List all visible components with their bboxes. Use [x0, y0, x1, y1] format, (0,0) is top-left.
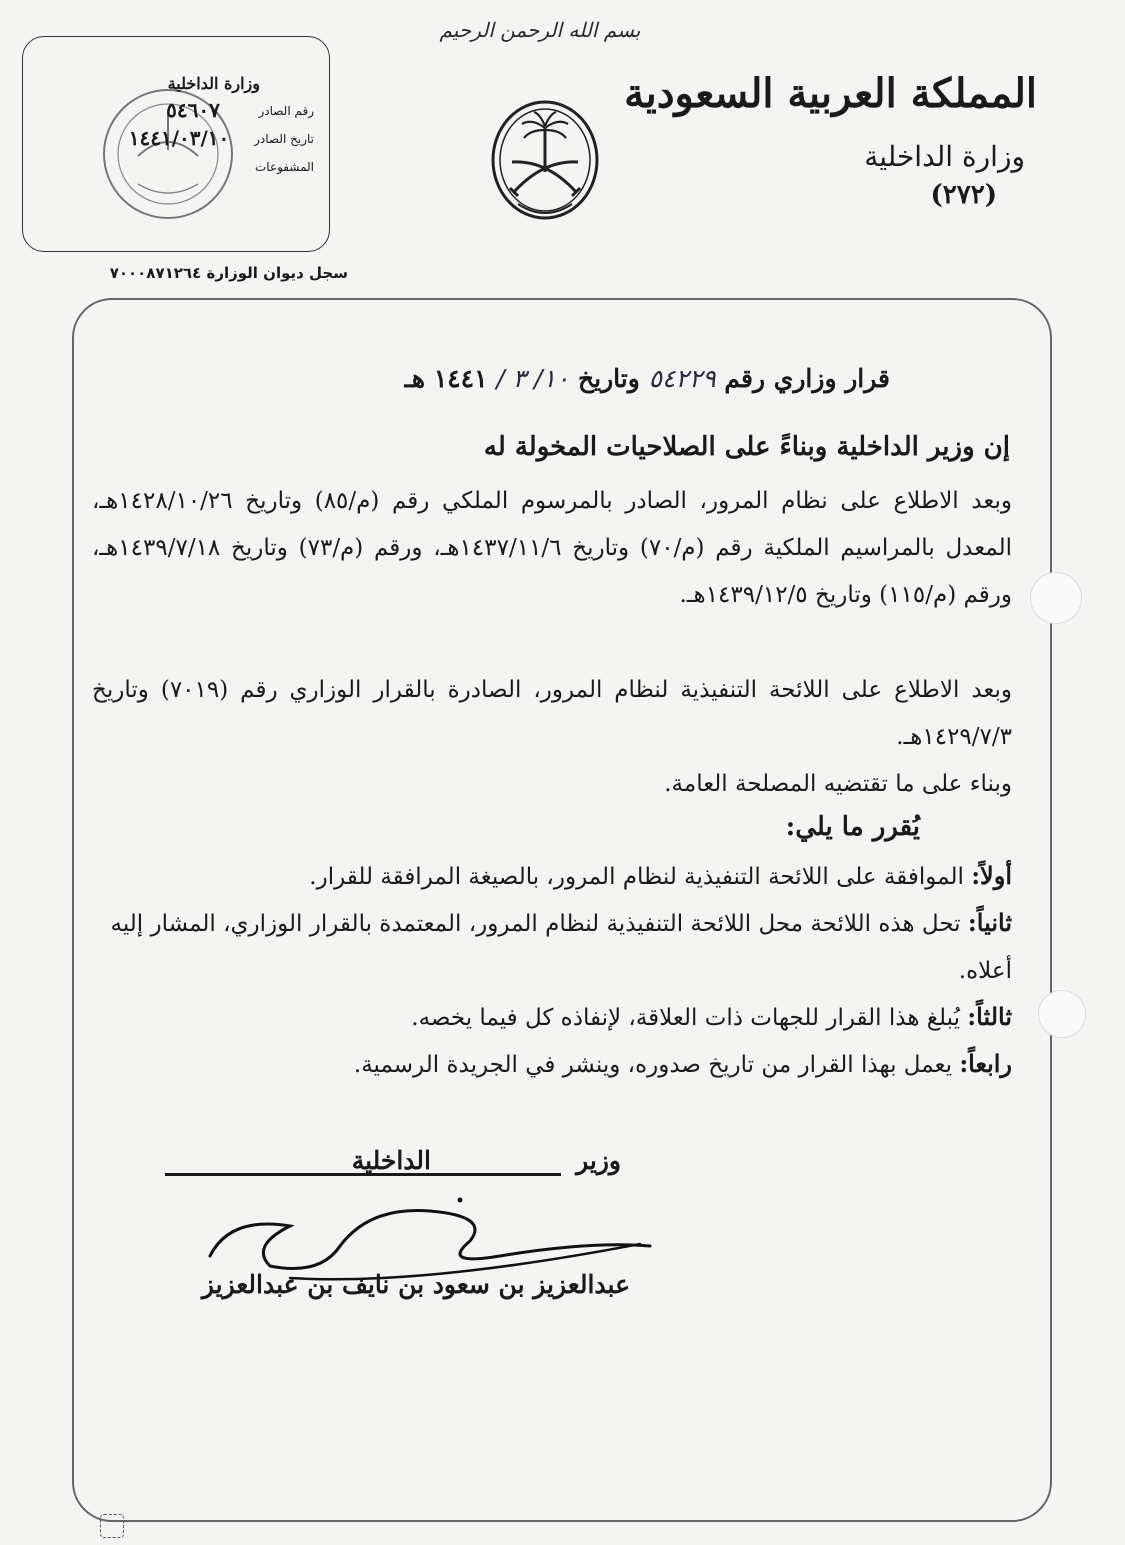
decision-line: [200, 364, 890, 393]
decision-prefix: قرار وزاري رقم: [724, 364, 890, 393]
ministry-title: وزارة الداخلية: [864, 140, 1025, 173]
decision-date-word: وتاريخ: [578, 364, 640, 393]
preamble: إن وزير الداخلية وبناءً على الصلاحيات المخولة له: [483, 432, 1010, 462]
decision-item-1: [92, 852, 1012, 901]
item-text: الموافقة على اللائحة التنفيذية لنظام المرور، بالصيغة المرافقة للقرار.: [309, 864, 964, 890]
kingdom-title: المملكة العربية السعودية: [624, 70, 1037, 117]
item-label: رابعاً:: [959, 1049, 1012, 1078]
basmala: بسم الله الرحمن الرحيم: [439, 18, 641, 42]
punch-hole: [1030, 572, 1082, 624]
stamp-attachments-label: المشفوعات: [254, 160, 314, 174]
item-text: يعمل بهذا القرار من تاريخ صدوره، وينشر في الجريدة الرسمية.: [353, 1052, 952, 1078]
decision-number: ٥٤٢٢٩: [648, 364, 716, 393]
decision-item-2: [92, 899, 1012, 995]
item-text: يُبلغ هذا القرار للجهات ذات العلاقة، لإنفاذه كل فيما يخصه.: [411, 1005, 960, 1031]
stamp-date-label: تاريخ الصادر: [254, 132, 314, 146]
paragraph-public-interest: وبناء على ما تقتضيه المصلحة العامة.: [664, 771, 1012, 797]
item-label: ثالثاً:: [967, 1002, 1012, 1031]
signatory-name: عبدالعزيز بن سعود بن نايف بن عبدالعزيز: [201, 1270, 630, 1299]
decision-item-4: [92, 1040, 1012, 1089]
signature-title: [135, 1146, 621, 1186]
punch-hole: [1038, 990, 1086, 1038]
stamp-number-label: رقم الصادر: [258, 104, 314, 118]
stamp-date-value: ١٤٤١/٠٣/١٠: [128, 126, 230, 150]
stamp-number-value: ٥٤٦٠٧: [166, 98, 220, 122]
decision-year: ١٤٤١ هـ: [404, 364, 488, 393]
signature-title-stretch: [165, 1173, 561, 1176]
paragraph-executive-regulation: وبعد الاطلاع على اللائحة التنفيذية لنظام المرور، الصادرة بالقرار الوزاري رقم (٧٠١٩) وتاريخ ١٤٢٩/٧/٣هـ.: [92, 677, 1012, 750]
decision-item-3: [92, 993, 1012, 1042]
letterhead-code: (٢٧٢): [930, 180, 997, 210]
stamp-ministry: وزارة الداخلية: [167, 74, 260, 93]
paragraph-traffic-law: وبعد الاطلاع على نظام المرور، الصادر بالمرسوم الملكي رقم (م/٨٥) وتاريخ ١٤٢٨/١٠/٢٦هـ، المعدل بالمراسيم الملكية رقم (م/٧٠) وتاريخ ١٤٣٧/١١/٦هـ، ورقم (م/٧٣) وتاريخ ١٤٣٩/٧/١٨هـ، ورقم (م/١١٥) وتاريخ ١٤٣٩/١٢/٥هـ.: [92, 488, 1013, 608]
signature-title-word-1: وزير: [576, 1146, 621, 1175]
saudi-emblem-icon: [488, 100, 602, 228]
signature-title-word-2: الداخلية: [351, 1146, 431, 1175]
item-label: أولاً:: [971, 861, 1012, 890]
decides-heading: يُقرر ما يلي:: [785, 812, 920, 842]
item-label: ثانياً:: [967, 908, 1012, 937]
registry-number: سجل ديوان الوزارة ٧٠٠٠٨٧١٢٦٤: [109, 264, 348, 282]
footer-mark-icon: [100, 1514, 124, 1538]
item-text: تحل هذه اللائحة محل اللائحة التنفيذية لنظام المرور، المعتمدة بالقرار الوزاري، المشار إليه أعلاه.: [110, 911, 1012, 984]
decision-date: ١٠/ ٣ /: [496, 364, 570, 393]
